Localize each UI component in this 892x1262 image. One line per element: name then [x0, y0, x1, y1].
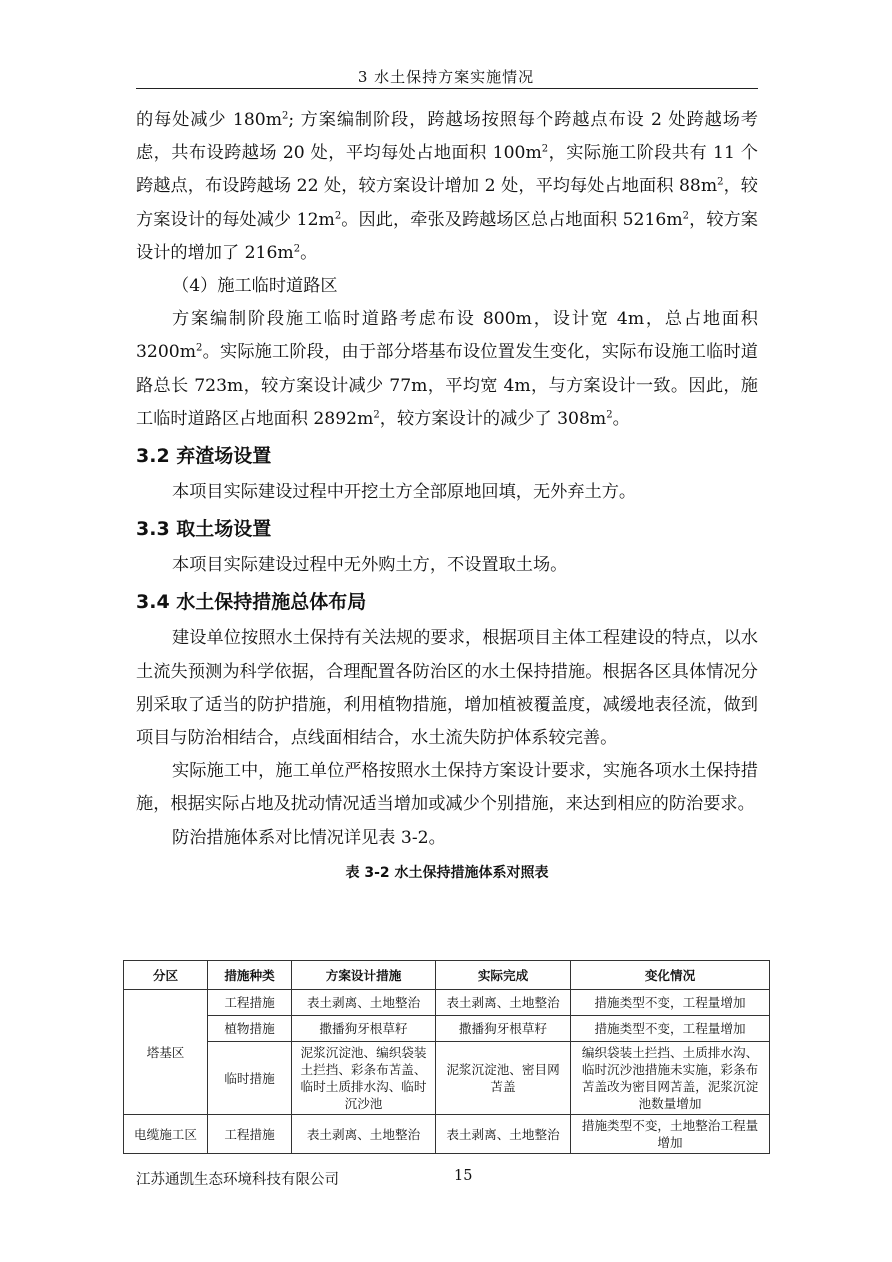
change-cell: 措施类型不变，土地整治工程量增加: [571, 1115, 770, 1154]
measure-type-cell: 植物措施: [208, 1016, 292, 1042]
header-rule: [136, 88, 758, 89]
table-row: [124, 1115, 770, 1154]
measures-comparison-table: [123, 960, 770, 1154]
paragraph-spoil-ground: 本项目实际建设过程中开挖土方全部原地回填，无外弃土方。: [172, 482, 637, 503]
section-heading-3-3: 3.3 取土场设置: [136, 518, 272, 541]
design-cell: 撒播狗牙根草籽: [292, 1016, 436, 1042]
table-row: [124, 990, 770, 1016]
actual-cell: 泥浆沉淀池、密目网苫盖: [436, 1042, 571, 1115]
zone-cell-cable-construction: 电缆施工区: [124, 1115, 208, 1154]
paragraph-borrow-pit: 本项目实际建设过程中无外购土方，不设置取土场。: [172, 555, 568, 576]
zone-cell-tower-base: 塔基区: [124, 990, 208, 1115]
page-number: 15: [454, 1168, 473, 1184]
actual-cell: 表土剥离、土地整治: [436, 990, 571, 1016]
paragraph-overall-layout: 建设单位按照水土保持有关法规的要求，根据项目主体工程建设的特点，以水土流失预测为科学依据，合理配置各防治区的水土保持措施。根据各区具体情况分别采取了适当的防护措施，利用植物措施，增加植被覆盖度，减缓地表径流，做到项目与防治相结合，点线面相结合，水土流失防护体系较完善。: [136, 628, 758, 749]
subheading-temporary-road-zone: （4）施工临时道路区: [172, 276, 338, 297]
table-row: [124, 1042, 770, 1115]
table-header-row: [124, 961, 770, 990]
column-header-zone: 分区: [124, 961, 208, 990]
measure-type-cell: 工程措施: [208, 1115, 292, 1154]
design-cell: 泥浆沉淀池、编织袋装土拦挡、彩条布苫盖、临时土质排水沟、临时沉沙池: [292, 1042, 436, 1115]
measure-type-cell: 工程措施: [208, 990, 292, 1016]
actual-cell: 表土剥离、土地整治: [436, 1115, 571, 1154]
paragraph-crossing-field-area: 的每处减少 $180m^2$; 方案编制阶段，跨越场按照每个跨越点布设 2 处跨越场考虑，共布设跨越场 20 处，平均每处占地面积 $100m^2$，实际施工阶段共有 11 个跨越点，布设跨越场 22 处，较方案设计增加 2 处，平均每处占地面积 $88m^2$，较方案设计的每处减少 $12m^2$。因此，牵张及跨越场区总占地面积 $5216m^2$，较方案设计的增加了 $216m^2$。: [136, 110, 758, 263]
change-cell: 编织袋装土拦挡、土质排水沟、临时沉沙池措施未实施，彩条布苫盖改为密目网苫盖，泥浆沉淀池数量增加: [571, 1042, 770, 1115]
footer-company-name: 江苏通凯生态环境科技有限公司: [136, 1172, 339, 1188]
table-row: [124, 1016, 770, 1042]
page-body: [136, 104, 758, 891]
running-header-title: 3 水土保持方案实施情况: [357, 68, 535, 86]
column-header-change: 变化情况: [571, 961, 770, 990]
table-caption: 表 3-2 水土保持措施体系对照表: [345, 864, 549, 881]
column-header-design-measures: 方案设计措施: [292, 961, 436, 990]
change-cell: 措施类型不变，工程量增加: [571, 1016, 770, 1042]
section-heading-3-4: 3.4 水土保持措施总体布局: [136, 591, 367, 614]
change-cell: 措施类型不变，工程量增加: [571, 990, 770, 1016]
paragraph-table-reference: 防治措施体系对比情况详见表 3-2。: [172, 827, 446, 848]
column-header-actual-completion: 实际完成: [436, 961, 571, 990]
design-cell: 表土剥离、土地整治: [292, 1115, 436, 1154]
measure-type-cell: 临时措施: [208, 1042, 292, 1115]
column-header-measure-type: 措施种类: [208, 961, 292, 990]
actual-cell: 撒播狗牙根草籽: [436, 1016, 571, 1042]
paragraph-construction-practice: 实际施工中，施工单位严格按照水土保持方案设计要求，实施各项水土保持措施，根据实际占地及扰动情况适当增加或减少个别措施，来达到相应的防治要求。: [136, 761, 758, 815]
design-cell: 表土剥离、土地整治: [292, 990, 436, 1016]
section-heading-3-2: 3.2 弃渣场设置: [136, 445, 272, 468]
paragraph-temporary-road: 方案编制阶段施工临时道路考虑布设 800m，设计宽 4m，总占地面积 $3200m^2$。实际施工阶段，由于部分塔基布设位置发生变化，实际布设施工临时道路总长 723m，较方案设计减少 77m，平均宽 4m，与方案设计一致。因此，施工临时道路区占地面积 $2892m^2$，较方案设计的减少了 $308m^2$。: [136, 309, 758, 429]
